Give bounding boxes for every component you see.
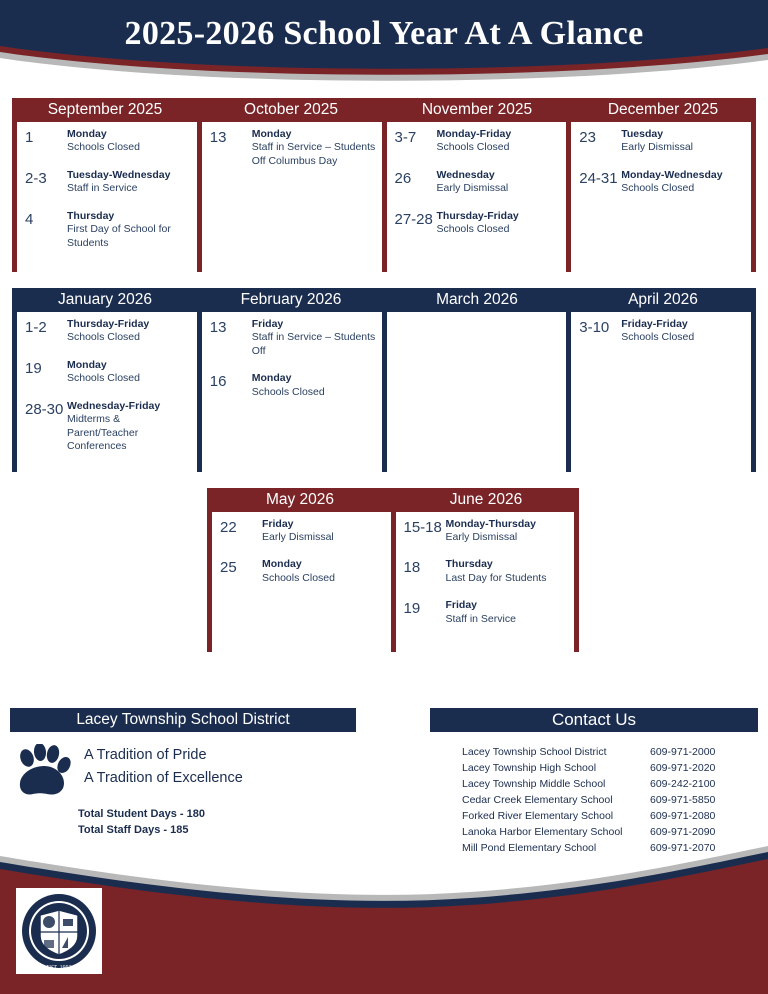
entry-date: 4 [25, 210, 34, 228]
entry-date: 13 [209, 319, 227, 336]
calendar-entry [395, 210, 563, 237]
contact-phone-number[interactable]: 609-971-2020 [650, 762, 716, 775]
entry-days: Monday-Wednesday [621, 168, 723, 181]
calendar-entry [210, 128, 378, 168]
contact-school-name: Cedar Creek Elementary School [462, 794, 613, 807]
calendar-entry [579, 128, 747, 155]
calendar-entry [25, 128, 193, 155]
seal-est-text: EST. 1952 [46, 965, 72, 971]
month-cell-september-2025 [12, 122, 197, 272]
calendar-entry [579, 318, 747, 345]
entry-days: Monday [251, 128, 292, 140]
entry-text [67, 359, 193, 386]
entry-description: Schools Closed [67, 372, 140, 385]
entry-text [67, 210, 193, 250]
entry-description: Staff in Service [445, 612, 516, 625]
month-cell-may-2026 [207, 512, 391, 652]
entry-description: Staff in Service – Students Off Columbus Day [251, 141, 376, 167]
entry-days: Monday [67, 128, 107, 140]
month-header-december-2025: December 2025 [607, 101, 719, 119]
entry-text [437, 169, 563, 196]
entry-description: Schools Closed [436, 141, 510, 154]
entry-date: 19 [25, 359, 42, 377]
entry-description: Early Dismissal [621, 141, 694, 154]
entry-days: Tuesday-Wednesday [67, 168, 171, 181]
month-header-november-2025: November 2025 [421, 101, 533, 119]
calendar-row-3 [0, 488, 768, 652]
entry-description: Schools Closed [67, 331, 140, 344]
entry-days: Monday [251, 372, 292, 385]
entry-date: 24-31 [579, 169, 618, 187]
entry-date: 3-7 [394, 129, 417, 146]
entry-description: First Day of School for Students [67, 223, 171, 249]
entry-days: Wednesday [436, 168, 495, 181]
entry-days: Thursday [445, 558, 493, 571]
month-cell-october-2025 [197, 122, 382, 272]
contact-row [462, 760, 752, 776]
entry-days: Monday [67, 358, 107, 371]
entry-days: Tuesday [621, 128, 664, 140]
entry-text [67, 169, 193, 196]
day-totals [78, 807, 205, 839]
contact-school-name: Forked River Elementary School [462, 810, 614, 823]
month-cell-april-2026 [566, 312, 756, 472]
entry-description: Schools Closed [251, 385, 325, 398]
month-cell-november-2025 [382, 122, 567, 272]
calendar-entry [25, 359, 193, 386]
calendar-row-body [207, 512, 579, 652]
calendar-entry [395, 128, 563, 155]
month-header-october-2025: October 2025 [244, 101, 338, 119]
entry-days: Thursday [67, 209, 115, 222]
entry-text [437, 210, 563, 237]
entry-date: 23 [579, 129, 596, 146]
entry-text [67, 318, 193, 345]
calendar-grid [0, 98, 768, 652]
entry-text [446, 518, 571, 545]
contact-row [462, 776, 752, 792]
motto-line-1: A Tradition of Pride [84, 747, 207, 763]
bottom-info-section [0, 708, 768, 858]
calendar-entry [404, 599, 571, 626]
entry-text [437, 128, 563, 155]
entry-date: 3-10 [579, 319, 610, 336]
entry-text [252, 372, 378, 399]
month-header-january-2026: January 2026 [58, 291, 152, 309]
entry-days: Friday [251, 318, 284, 330]
calendar-row-1 [0, 98, 768, 272]
entry-description: Schools Closed [621, 182, 695, 195]
calendar-entry [220, 558, 387, 585]
entry-date: 27-28 [394, 210, 433, 228]
page-header-banner [0, 0, 768, 95]
entry-description: Staff in Service – Students Off [251, 331, 376, 357]
calendar-entry [25, 400, 193, 454]
footer-wave-banner [0, 846, 768, 994]
contact-school-name: Mill Pond Elementary School [462, 842, 597, 855]
entry-date: 18 [403, 559, 421, 577]
entry-days: Wednesday-Friday [67, 399, 161, 412]
calendar-row-header [207, 488, 579, 512]
contact-row [462, 744, 752, 760]
entry-date: 25 [220, 559, 237, 577]
entry-description: Last Day for Students [445, 571, 547, 584]
entry-date: 22 [220, 518, 237, 536]
entry-days: Friday [445, 599, 478, 612]
entry-days: Monday [262, 558, 302, 571]
month-header-february-2026: February 2026 [240, 291, 342, 309]
entry-description: Early Dismissal [445, 530, 518, 543]
motto-line-2: A Tradition of Excellence [84, 770, 243, 787]
entry-days: Thursday-Friday [67, 318, 150, 330]
contact-school-name: Lacey Township School District [462, 746, 607, 758]
entry-text [446, 558, 571, 585]
entry-description: Schools Closed [621, 331, 695, 344]
entry-text [262, 518, 387, 545]
month-cell-february-2026 [197, 312, 382, 472]
district-motto [84, 744, 243, 790]
entry-description: Early Dismissal [262, 530, 334, 543]
contact-phone-number[interactable]: 609-971-2000 [650, 746, 716, 758]
month-header-may-2026: May 2026 [265, 490, 335, 508]
month-header-march-2026: March 2026 [436, 291, 518, 309]
calendar-entry [579, 169, 747, 196]
calendar-row-header [12, 288, 756, 312]
calendar-entry [210, 318, 378, 358]
entry-date: 1-2 [25, 319, 47, 336]
entry-description: Schools Closed [436, 223, 510, 236]
contact-school-name: Lanoka Harbor Elementary School [462, 826, 623, 839]
row-spacer [0, 472, 768, 488]
entry-date: 28-30 [25, 400, 64, 418]
month-header-september-2025: September 2025 [47, 101, 163, 119]
entry-date: 1 [25, 129, 34, 146]
entry-days: Friday [262, 517, 294, 530]
calendar-entry [210, 372, 378, 399]
contact-phone-number[interactable]: 609-971-2090 [650, 826, 716, 839]
month-cell-december-2025 [566, 122, 756, 272]
total-staff-days: Total Staff Days - 185 [78, 823, 189, 836]
month-cell-january-2026 [12, 312, 197, 472]
calendar-row-2 [0, 288, 768, 472]
entry-days: Friday-Friday [621, 318, 688, 330]
district-seal-icon [16, 888, 102, 974]
entry-date: 19 [403, 600, 421, 618]
calendar-entry [25, 318, 193, 345]
calendar-entry [404, 518, 571, 545]
entry-text [621, 128, 747, 155]
entry-date: 16 [209, 373, 227, 391]
page-title: 2025-2026 School Year At A Glance [124, 15, 644, 52]
entry-description: Midterms & Parent/Teacher Conferences [67, 413, 139, 453]
contact-us-banner: Contact Us [430, 708, 758, 732]
entry-description: Early Dismissal [436, 182, 509, 195]
row-spacer [0, 272, 768, 288]
month-cell-march-2026 [382, 312, 567, 472]
contact-school-name: Lacey Township High School [462, 762, 597, 775]
entry-text [67, 128, 193, 155]
contact-phone-number[interactable]: 609-242-2100 [650, 778, 716, 791]
entry-text [446, 599, 571, 626]
calendar-entry [220, 518, 387, 545]
entry-text [621, 318, 747, 345]
contact-list [462, 744, 752, 856]
paw-print-icon [14, 744, 74, 800]
contact-school-name: Lacey Township Middle School [462, 778, 606, 791]
calendar-row-body [12, 122, 756, 272]
calendar-entry [25, 210, 193, 250]
contact-phone-number[interactable]: 609-971-5850 [650, 794, 716, 807]
entry-date: 13 [209, 129, 227, 146]
total-student-days: Total Student Days - 180 [78, 808, 205, 820]
entry-date: 2-3 [25, 169, 47, 187]
entry-description: Schools Closed [262, 571, 335, 584]
calendar-row-header [12, 98, 756, 122]
entry-text [252, 318, 378, 358]
entry-description: Staff in Service [67, 182, 138, 195]
calendar-row-body [12, 312, 756, 472]
month-cell-june-2026 [391, 512, 580, 652]
calendar-entry [404, 558, 571, 585]
entry-days: Monday-Thursday [445, 517, 536, 530]
district-name-banner: Lacey Township School District [10, 708, 356, 732]
entry-description: Schools Closed [67, 141, 140, 154]
contact-row [462, 824, 752, 840]
calendar-entry [395, 169, 563, 196]
month-header-june-2026: June 2026 [449, 490, 523, 508]
entry-text [621, 169, 747, 196]
month-header-april-2026: April 2026 [628, 291, 698, 309]
entry-text [262, 558, 387, 585]
contact-row [462, 792, 752, 808]
contact-row [462, 808, 752, 824]
contact-phone-number[interactable]: 609-971-2070 [650, 842, 716, 855]
footer-wave-shape [0, 846, 768, 994]
entry-days: Thursday-Friday [436, 209, 519, 222]
calendar-entry [25, 169, 193, 196]
entry-date: 15-18 [403, 518, 442, 536]
contact-phone-number[interactable]: 609-971-2080 [650, 810, 716, 823]
entry-date: 26 [394, 169, 412, 187]
entry-days: Monday-Friday [436, 128, 512, 140]
entry-text [67, 400, 193, 454]
entry-text [252, 128, 378, 168]
